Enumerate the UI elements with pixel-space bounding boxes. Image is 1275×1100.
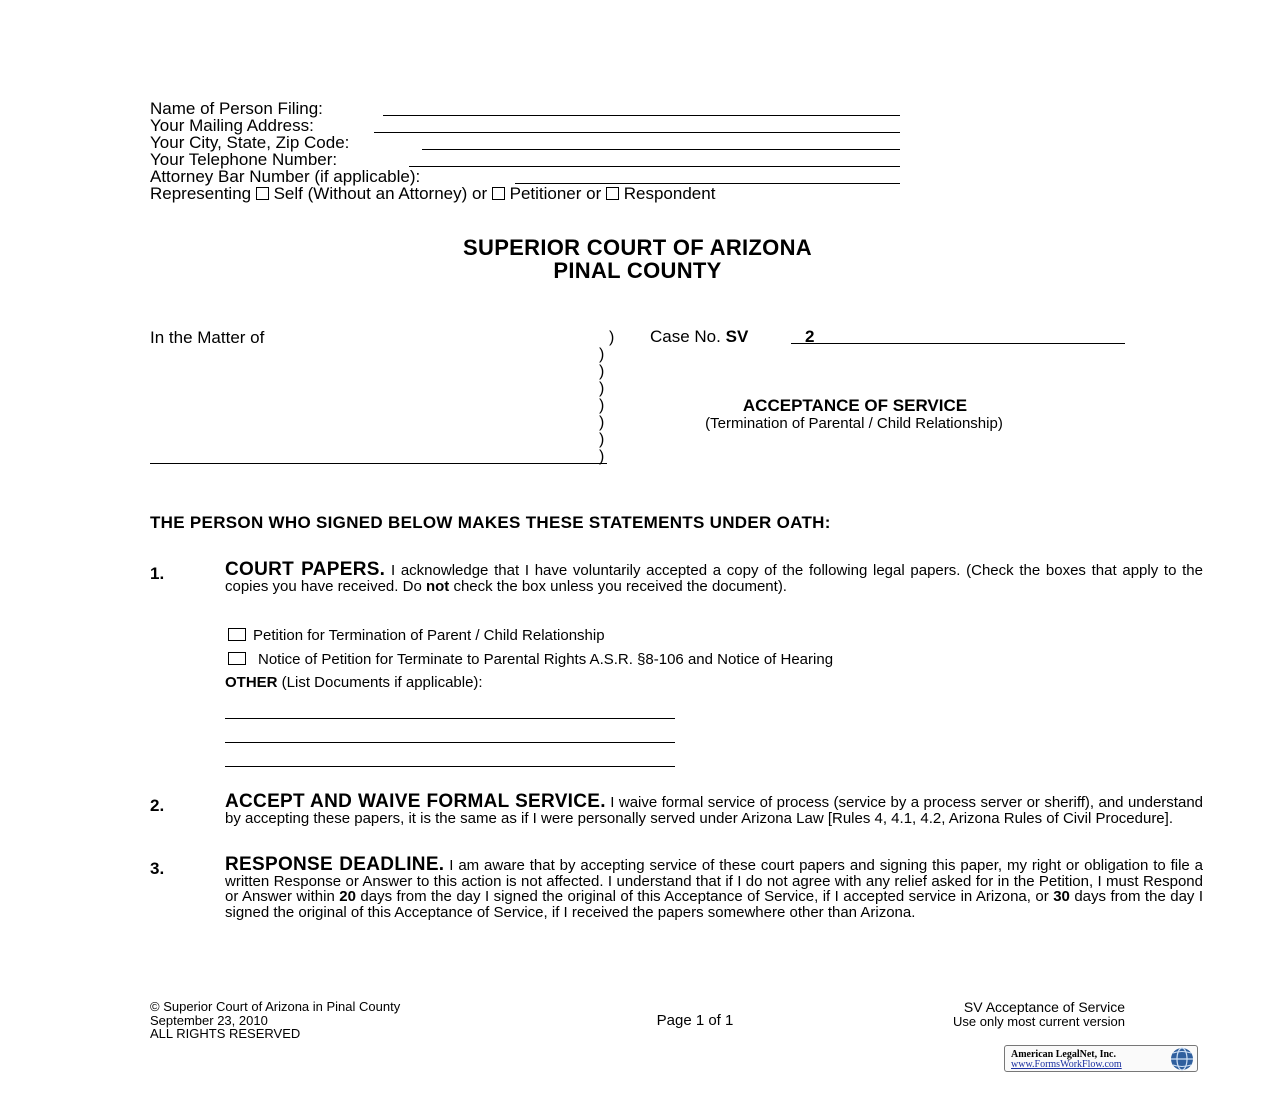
- name-of-person-filing-field[interactable]: [383, 115, 900, 116]
- caption-paren: ): [599, 380, 605, 397]
- telephone-number-field[interactable]: [409, 166, 900, 167]
- notice-checkbox-label: Notice of Petition for Terminate to Parental Rights A.S.R. §8-106 and Notice of Hearing: [258, 651, 834, 668]
- section-2-number: 2.: [150, 796, 165, 815]
- case-number-value: 2: [805, 327, 815, 346]
- self-label: Self (Without an Attorney) or: [273, 184, 488, 203]
- other-document-line-1[interactable]: [225, 718, 675, 719]
- county-title: PINAL COUNTY: [553, 258, 722, 283]
- in-the-matter-of-label: In the Matter of: [150, 328, 265, 347]
- mailing-address-field[interactable]: [374, 132, 900, 133]
- petition-checkbox-row: [228, 627, 605, 644]
- petitioner-label: Petitioner or: [509, 184, 602, 203]
- oath-heading: THE PERSON WHO SIGNED BELOW MAKES THESE STATEMENTS UNDER OATH:: [150, 513, 831, 532]
- footer-date: September 23, 2010: [150, 1012, 268, 1028]
- case-number-label: Case No.: [650, 327, 721, 346]
- petitioner-checkbox[interactable]: [492, 187, 505, 200]
- case-number-row: [650, 327, 748, 347]
- caption-paren: ): [599, 346, 605, 363]
- city-state-zip-label: Your City, State, Zip Code:: [150, 133, 350, 152]
- notice-checkbox[interactable]: [228, 652, 246, 665]
- court-title: SUPERIOR COURT OF ARIZONA: [463, 235, 812, 260]
- petition-checkbox[interactable]: [228, 628, 246, 641]
- logo-website-link[interactable]: www.FormsWorkFlow.com: [1011, 1059, 1122, 1070]
- section-3-text-c: days from the day I signed the original of this Acceptance of Service, if I received the papers somewhere other than Arizona.: [225, 888, 1204, 921]
- respondent-label: Respondent: [623, 184, 716, 203]
- section-2-body: I waive formal service of process (service by a process server or sheriff), and understand by accepting these papers, it is the same as if I were personally served under Arizona Law [Rules 4, 4.1, 4.2, Arizona Rules of Civil Procedure].: [225, 794, 1204, 827]
- caption-paren: ): [609, 329, 615, 346]
- footer-copyright: © Superior Court of Arizona in Pinal County: [150, 999, 401, 1014]
- section-3-text-b: days from the day I signed the original of this Acceptance of Service, if I accepted service in Arizona, or: [360, 888, 1049, 906]
- section-1-heading: COURT PAPERS.: [225, 559, 386, 580]
- form-name: SV Acceptance of Service: [963, 999, 1125, 1015]
- section-1-number: 1.: [150, 564, 165, 583]
- legalnet-logo[interactable]: [1004, 1045, 1198, 1072]
- representing-row: [150, 185, 715, 202]
- caption-paren: ): [599, 414, 605, 431]
- footer-rights: ALL RIGHTS RESERVED: [150, 1026, 301, 1041]
- section-1-not: not: [425, 577, 450, 595]
- self-checkbox[interactable]: [256, 187, 269, 200]
- notice-checkbox-row: [228, 651, 833, 668]
- city-state-zip-field[interactable]: [422, 149, 900, 150]
- caption-paren: ): [599, 397, 605, 414]
- section-2-heading: ACCEPT AND WAIVE FORMAL SERVICE.: [225, 791, 606, 812]
- version-note: Use only most current version: [953, 1014, 1125, 1029]
- petition-checkbox-label: Petition for Termination of Parent / Child Relationship: [253, 627, 605, 644]
- party-name-field[interactable]: [150, 463, 607, 464]
- section-3-days-20: 20: [339, 888, 356, 906]
- globe-icon: [1169, 1046, 1195, 1072]
- logo-company-name: American LegalNet, Inc.: [1011, 1049, 1116, 1060]
- document-title: ACCEPTANCE OF SERVICE: [742, 396, 968, 415]
- mailing-address-label: Your Mailing Address:: [150, 116, 314, 135]
- telephone-number-label: Your Telephone Number:: [150, 150, 338, 169]
- name-of-person-filing-label: Name of Person Filing:: [150, 99, 323, 118]
- caption-paren: ): [599, 448, 605, 465]
- section-2-text: [225, 791, 1204, 827]
- attorney-bar-number-label: Attorney Bar Number (if applicable):: [150, 167, 421, 186]
- caption-paren: ): [599, 363, 605, 380]
- section-3-days-30: 30: [1053, 888, 1070, 906]
- footer-left: [150, 1000, 400, 1041]
- other-bold: OTHER: [225, 674, 278, 691]
- section-3-text-a: I am aware that by accepting service of these court papers and signing this paper, my right or obligation to file a written Response or Answer to this action is not affected. I understand that if I do not agree with any relief asked for in the Petition, I must Respond or Answer within: [225, 857, 1203, 906]
- caption-paren: ): [599, 431, 605, 448]
- case-number-field[interactable]: [791, 343, 1125, 344]
- other-document-line-3[interactable]: [225, 766, 675, 767]
- section-1-text-b: check the box unless you received the document).: [453, 577, 787, 595]
- section-3-text: [225, 854, 1204, 921]
- page-number: Page 1 of 1: [656, 1012, 734, 1029]
- section-1-text: [225, 559, 1203, 595]
- other-documents-label: [225, 674, 483, 691]
- section-3-number: 3.: [150, 859, 165, 878]
- representing-label: Representing: [150, 184, 252, 203]
- section-1-text-a: I acknowledge that I have voluntarily accepted a copy of the following legal papers. (Check the boxes that apply to the copies you have received. Do: [225, 562, 1203, 595]
- respondent-checkbox[interactable]: [606, 187, 619, 200]
- case-prefix: SV: [725, 327, 749, 346]
- other-rest: (List Documents if applicable):: [281, 674, 483, 691]
- document-subtitle: (Termination of Parental / Child Relationship): [705, 415, 1003, 432]
- section-3-heading: RESPONSE DEADLINE.: [225, 854, 445, 875]
- other-document-line-2[interactable]: [225, 742, 675, 743]
